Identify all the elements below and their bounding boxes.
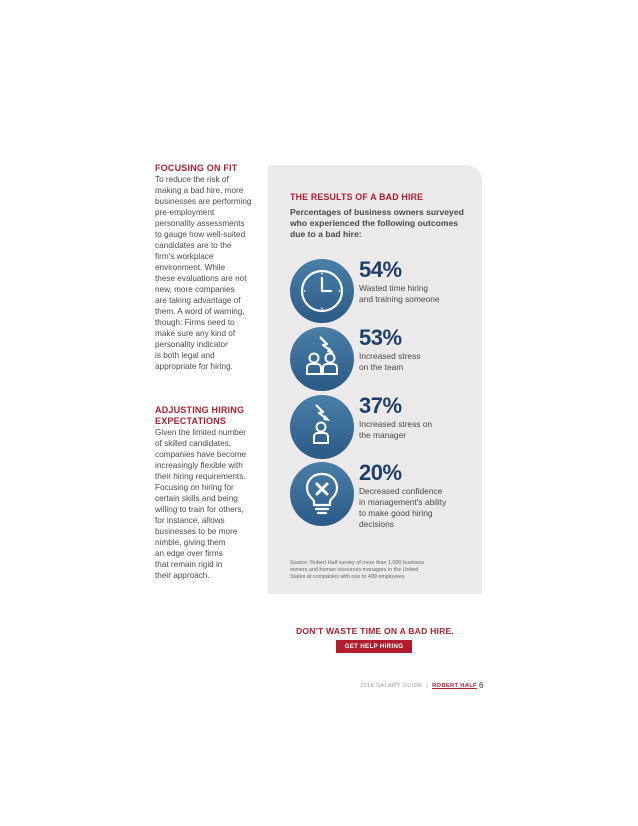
stat-description: Increased stress on the team xyxy=(359,351,421,372)
stat-description: Increased stress on the manager xyxy=(359,419,433,440)
bad-hire-results-panel xyxy=(268,165,482,594)
section-title-adjusting-hiring: ADJUSTING HIRING EXPECTATIONS xyxy=(155,405,245,426)
panel-subtitle: Percentages of business owners surveyed who experienced the following outcomes due to a bad hire: xyxy=(290,207,464,239)
stat-percent: 20% xyxy=(359,460,402,485)
footer-separator: | xyxy=(426,683,429,689)
section-body-adjusting-hiring: Given the limited number of skilled candidates, companies have become increasingly flexible with their hiring requirements. Focusing on hiring for certain skills and being willing to train for others, for instance, allows businesses to be more nimble, giving them an edge over firms that remain rigid in their approach. xyxy=(155,428,247,580)
panel-title: THE RESULTS OF A BAD HIRE xyxy=(290,192,424,202)
stat-percent: 54% xyxy=(359,257,402,282)
cta-headline: DON'T WASTE TIME ON A BAD HIRE. xyxy=(296,626,454,636)
page-number: 6 xyxy=(479,681,484,690)
source-note: Source: Robert Half survey of more than 1,000 business owners and human resources managers in the United States at companies with one to 499 employees xyxy=(290,560,425,580)
stat-team-stress xyxy=(290,327,475,391)
stat-description: Decreased confidence in management's ability to make good hiring decisions xyxy=(359,486,447,529)
get-help-hiring-button[interactable]: GET HELP HIRING xyxy=(336,640,412,653)
stat-wasted-time xyxy=(290,259,475,323)
section-title-focusing-on-fit: FOCUSING ON FIT xyxy=(155,163,238,173)
footer-brand-link[interactable]: ROBERT HALF xyxy=(432,683,477,689)
stat-description: Wasted time hiring and training someone xyxy=(359,283,440,304)
footer xyxy=(360,683,477,689)
stat-decreased-confidence xyxy=(290,460,475,529)
stat-percent: 37% xyxy=(359,393,402,418)
manager-stress-icon xyxy=(290,395,354,459)
footer-guide-label: 2018 SALARY GUIDE xyxy=(360,683,423,689)
left-column xyxy=(155,163,263,581)
clock-icon xyxy=(290,259,354,323)
section-body-focusing-on-fit: To reduce the risk of making a bad hire, more businesses are performing pre-employment personality assessments to gauge how well-suited candidates are to the firm's workplace environment. While these evaluations are not new, more companies are taking advantage of them. A word of warning, though: Firms need to make sure any kind of personality indicator is both legal and appropriate for hiring. xyxy=(155,175,252,371)
broken-lightbulb-icon xyxy=(290,462,354,526)
stat-percent: 53% xyxy=(359,325,402,350)
team-stress-icon xyxy=(290,327,354,391)
stat-manager-stress xyxy=(290,395,475,459)
